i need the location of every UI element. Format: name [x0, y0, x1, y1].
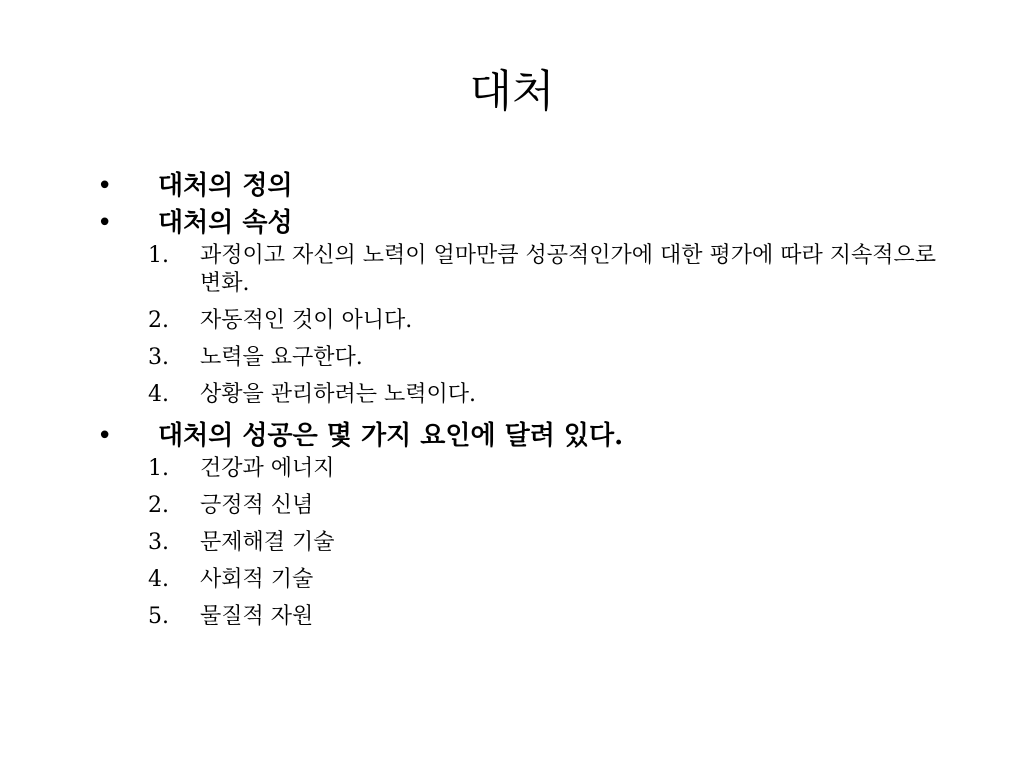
list-text: 건강과 에너지 [200, 456, 335, 481]
bullet-icon: • [97, 208, 113, 238]
slide-title: 대처 [469, 66, 555, 117]
list-number: 1. [148, 243, 169, 268]
list-text: 과정이고 자신의 노력이 얼마만큼 성공적인가에 대한 평가에 따라 지속적으로 변화. [200, 243, 937, 296]
list-text: 상황을 관리하려는 노력이다. [200, 382, 477, 407]
list-text: 물질적 자원 [200, 604, 314, 629]
list-item [0, 307, 1024, 344]
list-text: 긍정적 신념 [200, 493, 314, 518]
list-number: 1. [148, 456, 169, 481]
list-number: 5. [148, 604, 169, 629]
list-item [0, 529, 1024, 566]
bullet-icon: • [97, 421, 113, 451]
list-item [0, 344, 1024, 381]
list-number: 4. [148, 567, 169, 592]
list-text: 문제해결 기술 [200, 530, 335, 555]
list-number: 3. [148, 345, 169, 370]
bullet-heading: 대처의 속성 [158, 208, 293, 238]
list-number: 2. [148, 493, 169, 518]
list-item [0, 566, 1024, 603]
list-item [0, 242, 1024, 307]
bullet-icon: • [97, 171, 113, 201]
list-item [0, 603, 1024, 640]
list-text: 자동적인 것이 아니다. [200, 308, 413, 333]
list-number: 4. [148, 382, 169, 407]
list-item [0, 455, 1024, 492]
bullet-heading: 대처의 성공은 몇 가지 요인에 달려 있다. [158, 421, 624, 451]
list-text: 노력을 요구한다. [200, 345, 363, 370]
list-text: 사회적 기술 [200, 567, 314, 592]
list-number: 2. [148, 308, 169, 333]
list-item [0, 492, 1024, 529]
bullet-definition [0, 168, 1024, 205]
slide-content [0, 168, 1024, 640]
list-number: 3. [148, 530, 169, 555]
bullet-attributes [0, 205, 1024, 242]
bullet-success-factors [0, 418, 1024, 455]
list-item [0, 381, 1024, 418]
bullet-heading: 대처의 정의 [158, 171, 293, 201]
